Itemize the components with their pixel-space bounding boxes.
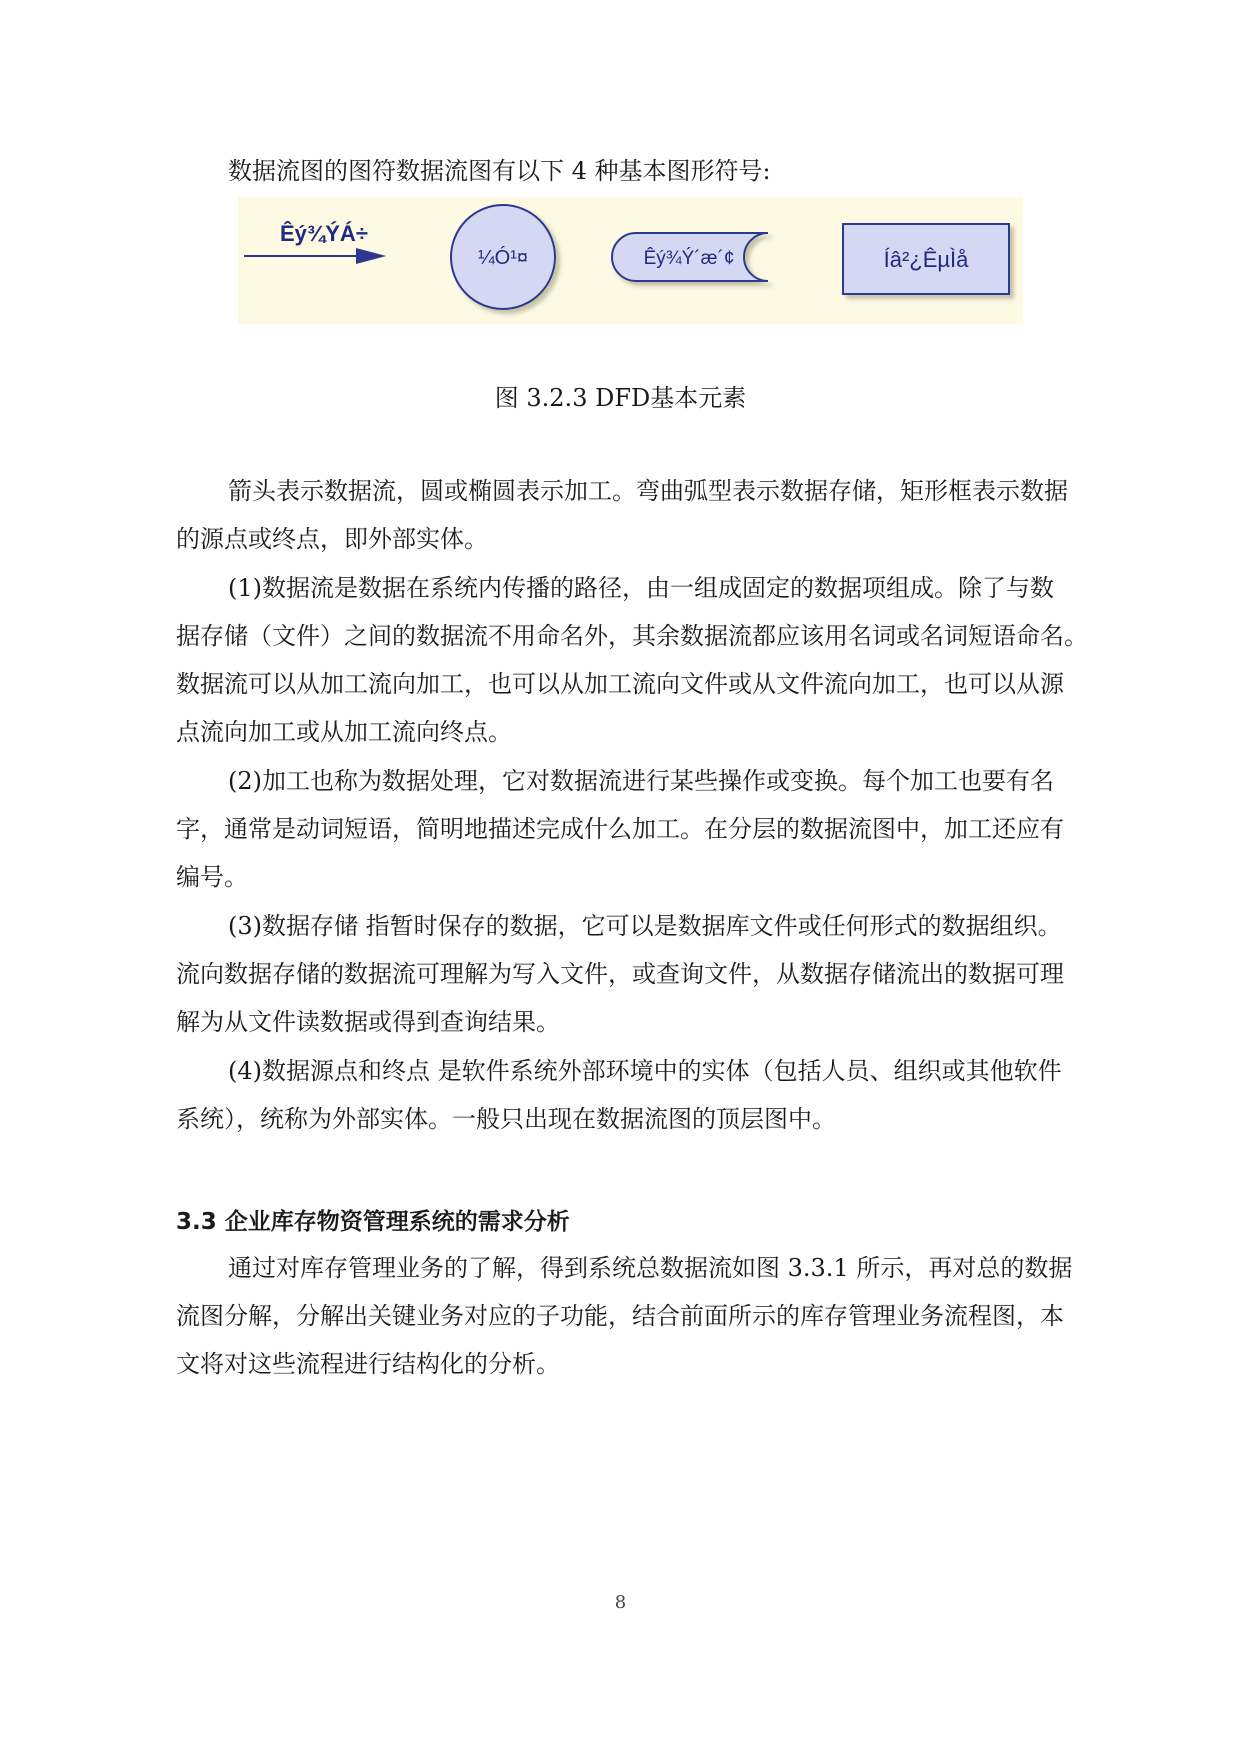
paragraph-line: (2)加工也称为数据处理，它对数据流进行某些操作或变换。每个加工也要有名: [228, 767, 1054, 795]
data-flow-label: Êý¾ÝÁ÷: [280, 221, 368, 246]
data-store-label: Êý¾Ý´æ´¢: [643, 248, 735, 269]
paragraph-line: 通过对库存管理业务的了解，得到系统总数据流如图 3.3.1 所示，再对总的数据: [228, 1254, 1073, 1282]
paragraph-line: 据存储（文件）之间的数据流不用命名外，其余数据流都应该用名词或名词短语命名。: [176, 622, 1088, 650]
dfd-symbols-figure: [238, 197, 1023, 324]
paragraph-line: 解为从文件读数据或得到查询结果。: [176, 1008, 560, 1036]
section-heading: 3.3 企业库存物资管理系统的需求分析: [176, 1209, 570, 1235]
paragraph-line: (4)数据源点和终点 是软件系统外部环境中的实体（包括人员、组织或其他软件: [228, 1057, 1062, 1085]
paragraph-line: 编号。: [176, 863, 248, 891]
paragraph-line: 箭头表示数据流，圆或椭圆表示加工。弯曲弧型表示数据存储，矩形框表示数据: [228, 477, 1068, 505]
intro-line: 数据流图的图符数据流图有以下 4 种基本图形符号:: [228, 157, 771, 185]
paragraph-line: 数据流可以从加工流向加工，也可以从加工流向文件或从文件流向加工，也可以从源: [176, 670, 1064, 698]
paragraph-line: 点流向加工或从加工流向终点。: [176, 718, 512, 746]
paragraph-line: 字，通常是动词短语，简明地描述完成什么加工。在分层的数据流图中，加工还应有: [176, 815, 1064, 843]
page-number: 8: [614, 1592, 627, 1613]
dfd-symbols-svg: [238, 197, 1023, 324]
paragraph-line: 流向数据存储的数据流可理解为写入文件，或查询文件，从数据存储流出的数据可理: [176, 960, 1064, 988]
external-entity-label: Íâ²¿ÊµÌå: [883, 247, 969, 272]
process-label: ¼Ó¹¤: [477, 247, 529, 269]
paragraph-line: 流图分解，分解出关键业务对应的子功能，结合前面所示的库存管理业务流程图，本: [176, 1302, 1064, 1330]
figure-caption: 图 3.2.3 DFD基本元素: [494, 384, 747, 412]
paragraph-line: (3)数据存储 指暂时保存的数据，它可以是数据库文件或任何形式的数据组织。: [228, 912, 1062, 940]
data-flow-arrow-icon: [244, 248, 386, 264]
paragraph-line: 的源点或终点，即外部实体。: [176, 525, 488, 553]
paragraph-line: (1)数据流是数据在系统内传播的路径，由一组成固定的数据项组成。除了与数: [228, 574, 1054, 602]
paragraph-line: 系统），统称为外部实体。一般只出现在数据流图的顶层图中。: [176, 1105, 836, 1133]
paragraph-line: 文将对这些流程进行结构化的分析。: [176, 1350, 560, 1378]
